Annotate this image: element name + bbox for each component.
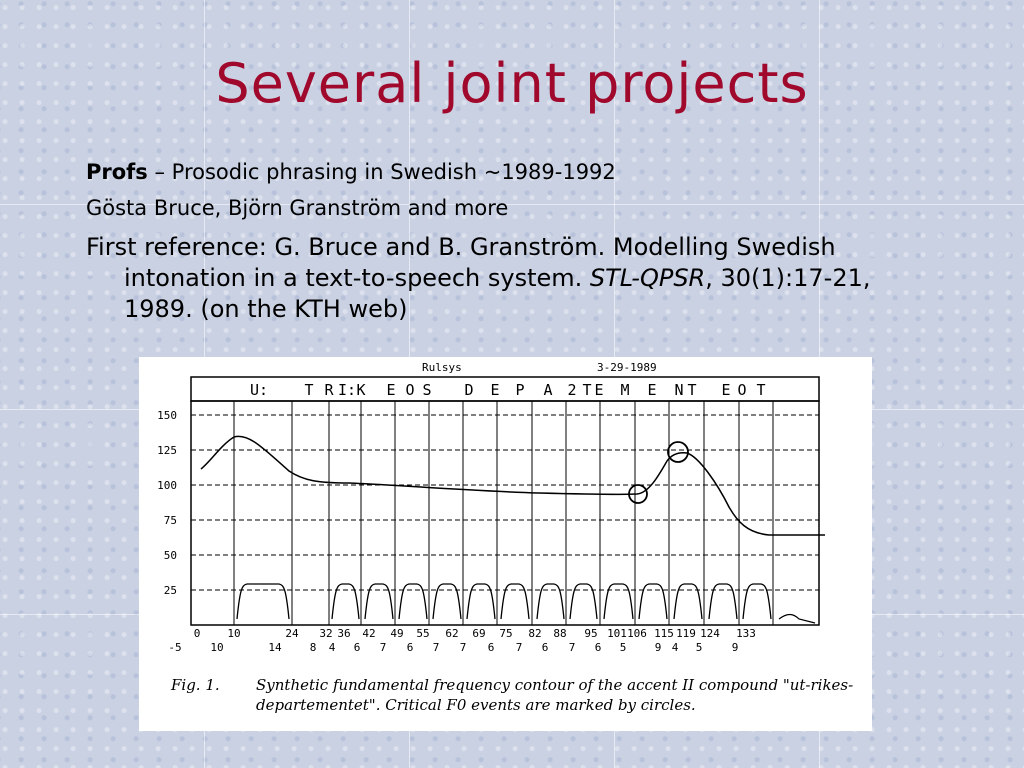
f0-figure [139,357,872,731]
segment-envelope [537,584,564,619]
project-line [86,160,916,184]
x-tick-label: 42 [362,627,376,640]
duration-label: 4 [671,641,679,654]
phoneme-label: T [304,381,314,399]
x-tick-label: 101 [607,627,627,640]
x-tick-label: 36 [337,627,351,640]
phoneme-label: M [620,381,630,399]
slide-title: Several joint projects [215,52,809,115]
segment-envelope [674,584,702,619]
phoneme-label: I: [337,381,357,399]
x-tick-label: 115 [654,627,674,640]
phoneme-label: K [356,381,366,399]
phoneme-label: D [464,381,474,399]
duration-label: 9 [654,641,662,654]
x-tick-label: 133 [736,627,756,640]
phoneme-label: 2 [567,381,577,399]
duration-label: 6 [406,641,414,654]
phoneme-label: U: [249,381,269,399]
segment-envelope [332,584,359,619]
x-tick-label: 88 [553,627,567,640]
segment-envelope [237,584,289,619]
project-name: Profs [86,160,148,184]
duration-label: 6 [487,641,495,654]
phoneme-label: O [737,381,747,399]
duration-label: 4 [328,641,336,654]
duration-label: 5 [695,641,703,654]
y-tick-label: 150 [157,409,177,422]
segment-envelope [709,584,737,619]
phoneme-label: E [386,381,396,399]
duration-label: 10 [210,641,224,654]
phoneme-label: T [582,381,592,399]
reference-line [86,232,916,325]
phoneme-label: N [674,381,684,399]
x-tick-label: 82 [528,627,542,640]
y-tick-label: 100 [157,479,177,492]
segment-envelope [779,615,815,624]
duration-label: 14 [268,641,282,654]
phoneme-label: E [721,381,731,399]
reference-journal: STL-QPSR [589,264,706,292]
segment-envelope [743,584,771,619]
duration-label: 7 [459,641,467,654]
slide-body [86,160,916,325]
reference-suffix: , 30(1):17-21, 1989. (on the KTH web) [124,264,871,323]
segment-envelope [433,584,461,619]
segment-envelope [501,584,529,619]
phoneme-label: O [405,381,415,399]
segment-envelope [604,584,633,619]
duration-label: 8 [309,641,317,654]
phoneme-label: A [543,381,553,399]
segment-envelope [399,584,427,619]
x-tick-label: 69 [472,627,486,640]
y-tick-label: 25 [163,584,177,597]
phoneme-label: S [422,381,432,399]
x-tick-label: 75 [499,627,513,640]
y-tick-label: 50 [163,549,177,562]
phoneme-label: E [490,381,500,399]
caption-label: Fig. 1. [171,676,220,694]
y-tick-label: 125 [157,444,177,457]
phoneme-label: T [687,381,697,399]
duration-label: 7 [379,641,387,654]
x-tick-label: 10 [227,627,241,640]
phoneme-label: E [594,381,604,399]
x-tick-label: 24 [285,627,299,640]
figure-header-right: 3-29-1989 [597,361,657,374]
x-tick-label: 124 [700,627,720,640]
caption-text: Synthetic fundamental frequency contour of the accent II compound "ut-rikes-departementet". Critical F0 events are marked by circles. [256,676,854,714]
x-tick-label: 55 [416,627,430,640]
y-tick-label: 75 [163,514,177,527]
x-tick-label: 106 [627,627,647,640]
x-tick-label: 119 [676,627,696,640]
duration-label: 6 [353,641,361,654]
x-tick-label: 32 [319,627,333,640]
duration-label: 7 [568,641,576,654]
authors-line: Gösta Bruce, Björn Granström and more [86,196,509,220]
phoneme-label: R [324,381,334,399]
duration-label: 7 [515,641,523,654]
duration-label: -5 [168,641,182,654]
segment-envelope [365,584,393,619]
x-tick-label: 0 [193,627,201,640]
x-tick-label: 49 [390,627,404,640]
project-description: – Prosodic phrasing in Swedish ~1989-1992 [147,160,616,184]
x-tick-label: 95 [584,627,598,640]
duration-label: 6 [541,641,549,654]
duration-label: 6 [594,641,602,654]
duration-label: 7 [432,641,440,654]
segment-envelope [639,584,667,619]
duration-label: 5 [619,641,627,654]
critical-event-circle [668,442,688,462]
phoneme-label: T [756,381,766,399]
reference-prefix: First reference: G. Bruce and B. Granström. Modelling Swedish intonation in a text-to-speech system. [86,233,836,292]
segment-envelope [570,584,597,619]
x-tick-label: 62 [445,627,459,640]
phoneme-label: E [647,381,657,399]
duration-label: 9 [731,641,739,654]
phoneme-label: P [515,381,525,399]
segment-envelope [467,584,495,619]
figure-header-left: Rulsys [422,361,462,374]
